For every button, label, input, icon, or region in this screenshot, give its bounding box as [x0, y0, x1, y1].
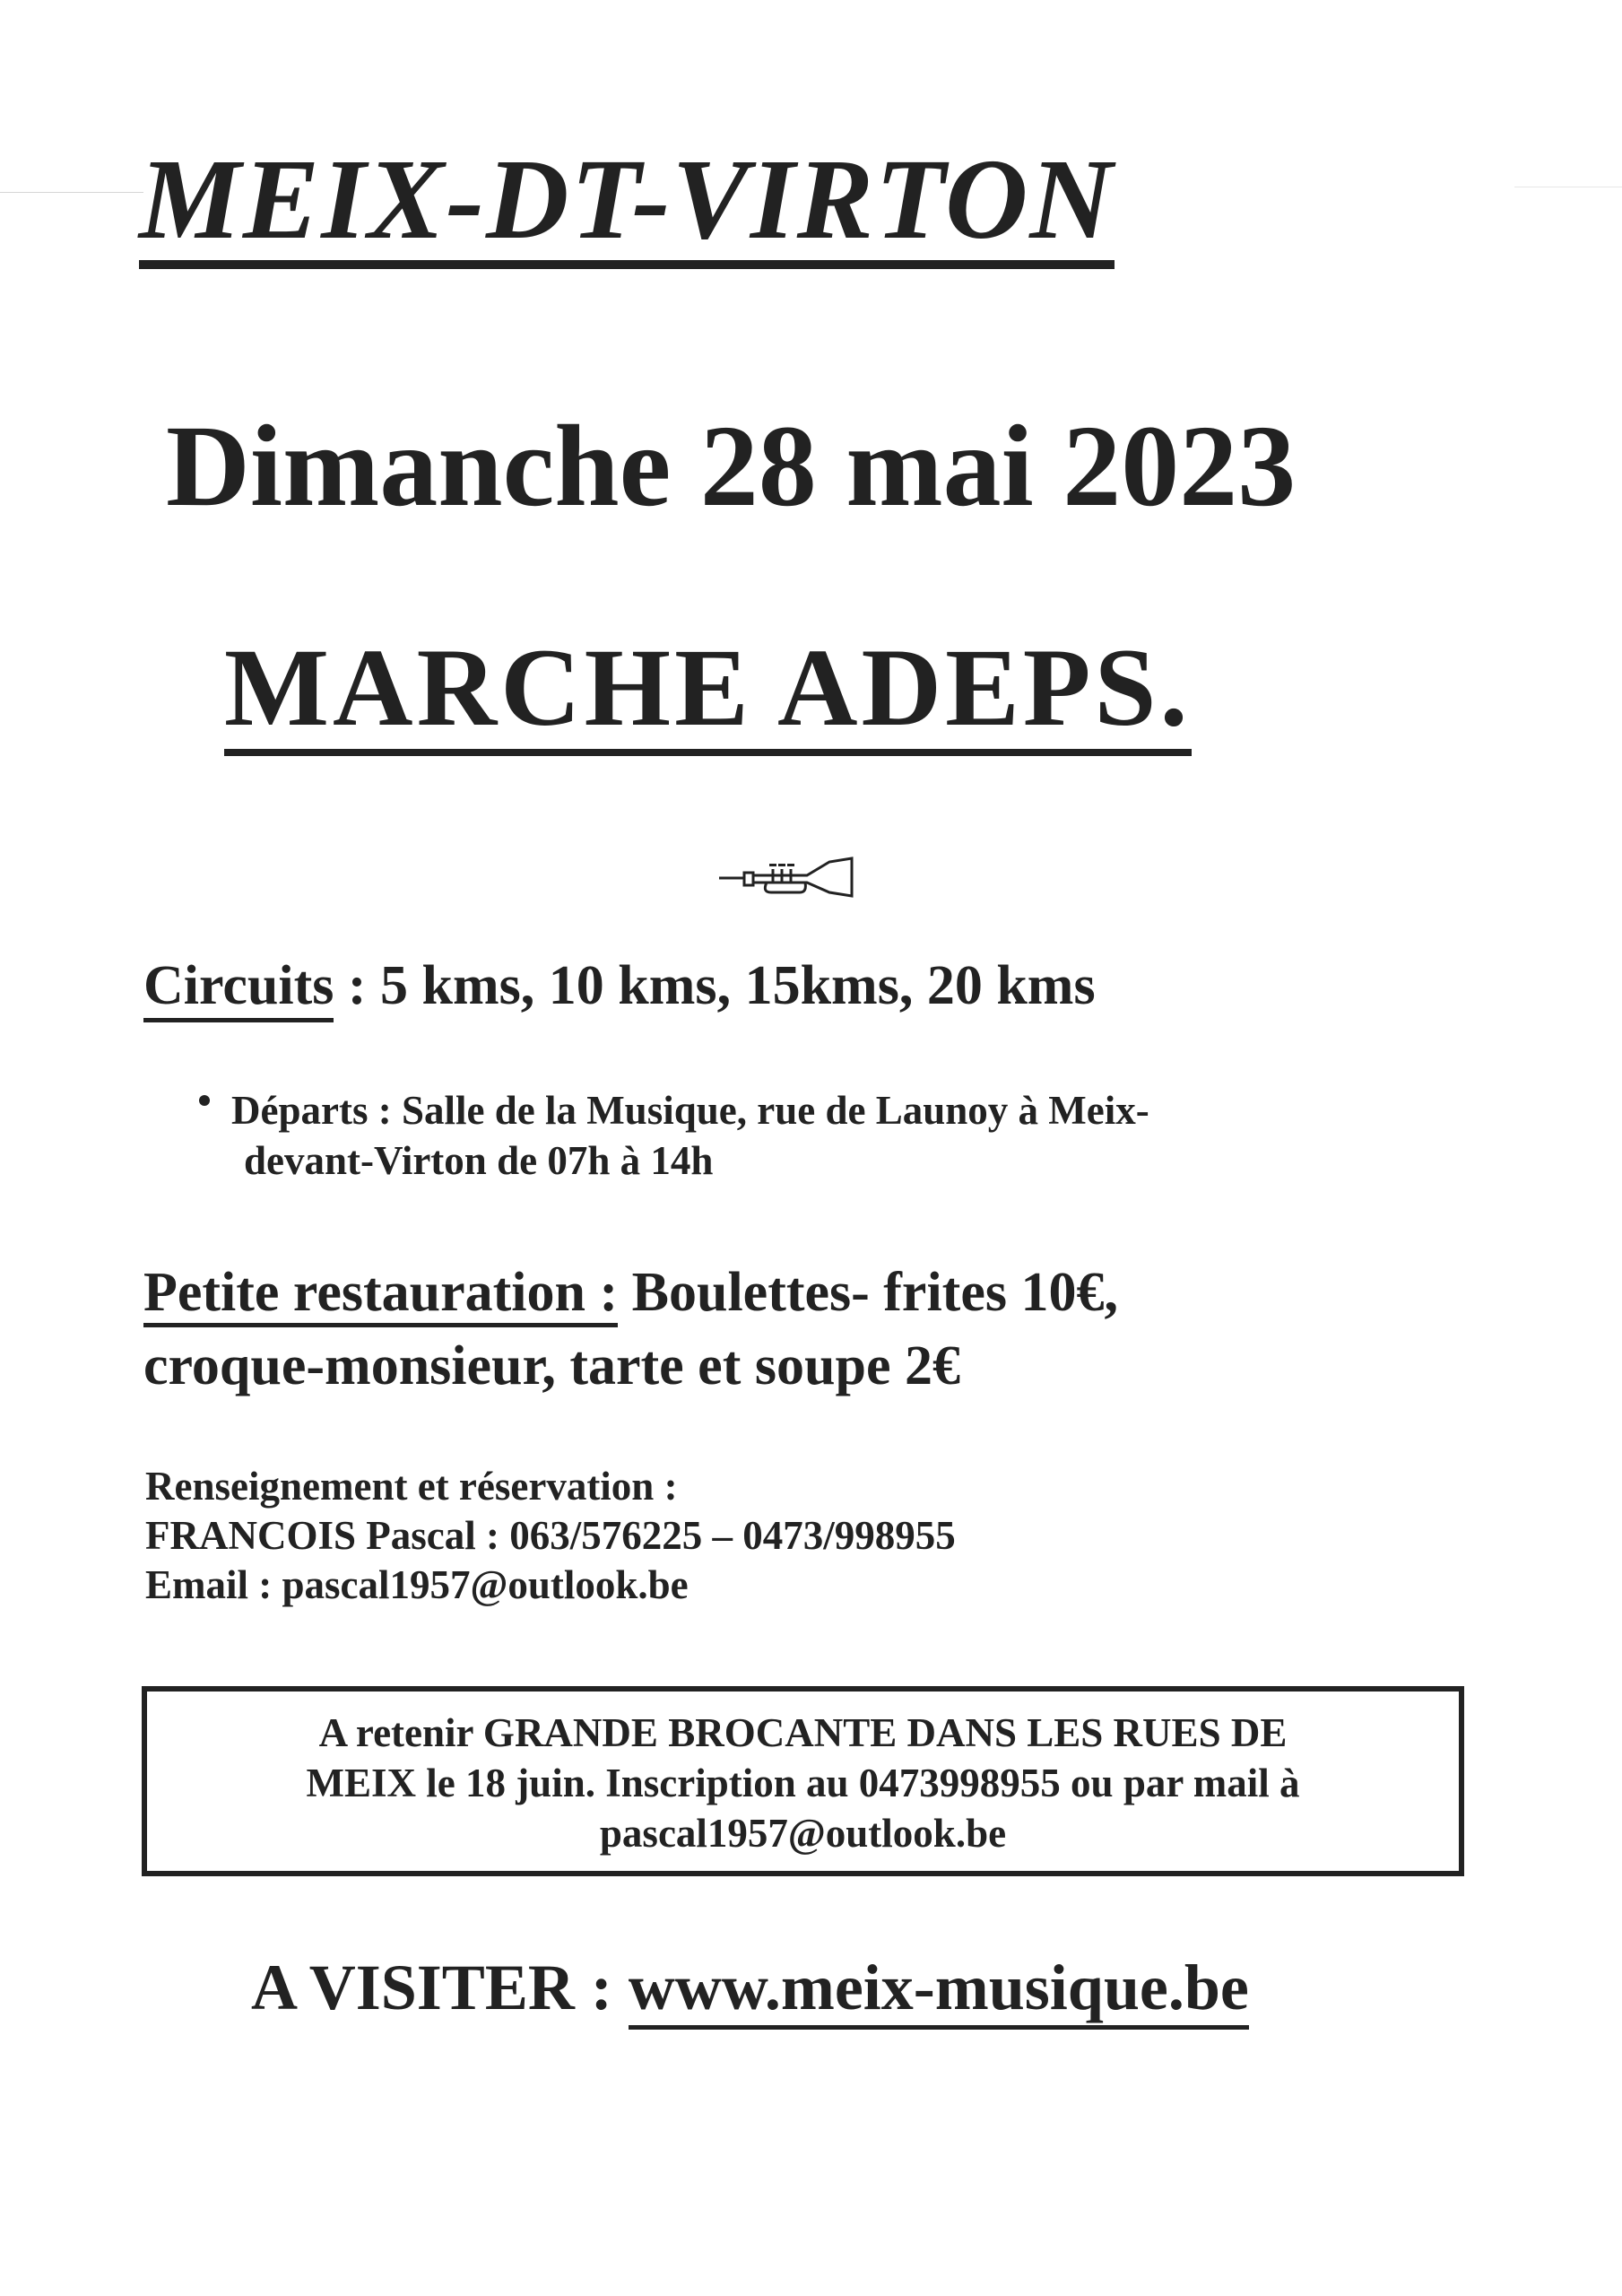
contact-email: Email : pascal1957@outlook.be	[145, 1562, 689, 1607]
departs-info	[195, 1085, 1149, 1186]
event-title: MARCHE ADEPS.	[224, 632, 1192, 756]
trumpet-icon	[717, 857, 861, 902]
scan-artifact-line	[0, 192, 143, 193]
departs-line-1: Départs : Salle de la Musique, rue de Launoy à Meix-	[231, 1088, 1149, 1133]
contact-phone: FRANCOIS Pascal : 063/576225 – 0473/998955	[145, 1513, 956, 1558]
town-title: MEIX-DT-VIRTON	[139, 142, 1115, 269]
circuits-value: : 5 kms, 10 kms, 15kms, 20 kms	[334, 955, 1096, 1016]
departs-line-2: devant-Virton de 07h à 14h	[244, 1138, 714, 1183]
restauration-items: Boulettes- frites 10€,	[618, 1262, 1118, 1323]
visit-line	[251, 1952, 1249, 2023]
contact-heading: Renseignement et réservation :	[145, 1464, 678, 1509]
restauration-info	[143, 1256, 1118, 1403]
notice-line-2: MEIX le 18 juin. Inscription au 0473998955 ou par mail à	[306, 1761, 1300, 1805]
circuits-line	[143, 955, 1096, 1016]
restauration-line-1	[143, 1256, 1118, 1329]
notice-line-3: pascal1957@outlook.be	[599, 1811, 1007, 1856]
brocante-notice	[142, 1686, 1464, 1876]
contact-block	[145, 1462, 956, 1610]
event-date: Dimanche 28 mai 2023	[166, 402, 1297, 531]
restauration-label: Petite restauration :	[143, 1262, 618, 1327]
restauration-line-2: croque-monsieur, tarte et soupe 2€	[143, 1335, 960, 1396]
notice-line-1: A retenir GRANDE BROCANTE DANS LES RUES DE	[318, 1710, 1288, 1755]
website-link[interactable]: www.meix-musique.be	[629, 1952, 1249, 2030]
circuits-label: Circuits	[143, 955, 334, 1022]
visit-label: A VISITER :	[251, 1952, 629, 2023]
